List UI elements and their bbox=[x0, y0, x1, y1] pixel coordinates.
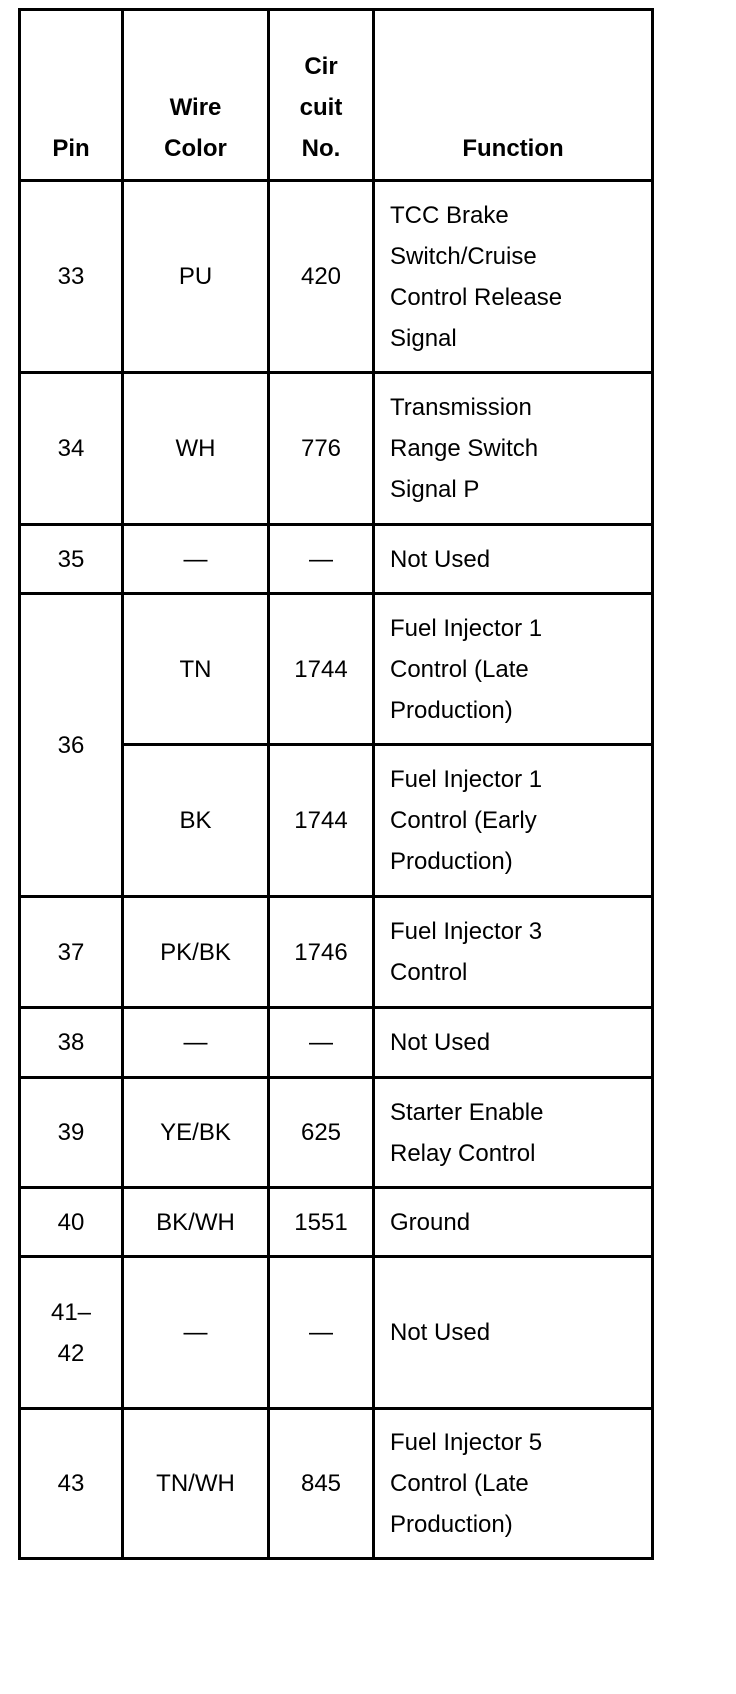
function-cell: Transmission Range Switch Signal P bbox=[374, 373, 653, 525]
function-cell: Fuel Injector 5 Control (Late Production) bbox=[374, 1409, 653, 1559]
circuit-cell: — bbox=[269, 1008, 374, 1078]
pin-cell: 36 bbox=[20, 594, 123, 897]
function-cell: Not Used bbox=[374, 1257, 653, 1409]
table-row bbox=[20, 1008, 653, 1078]
wire-color-cell: TN bbox=[123, 594, 269, 745]
circuit-cell: 420 bbox=[269, 181, 374, 373]
circuit-cell: — bbox=[269, 525, 374, 594]
circuit-cell: — bbox=[269, 1257, 374, 1409]
table-row bbox=[20, 897, 653, 1008]
function-cell: TCC Brake Switch/Cruise Control Release Signal bbox=[374, 181, 653, 373]
wire-color-cell: — bbox=[123, 525, 269, 594]
function-cell: Ground bbox=[374, 1188, 653, 1257]
circuit-cell: 1551 bbox=[269, 1188, 374, 1257]
function-cell: Fuel Injector 1 Control (Late Production) bbox=[374, 594, 653, 745]
pin-cell: 41– 42 bbox=[20, 1257, 123, 1409]
wire-color-cell: TN/WH bbox=[123, 1409, 269, 1559]
table-row bbox=[20, 1409, 653, 1559]
table-row bbox=[20, 1188, 653, 1257]
table-row bbox=[20, 1078, 653, 1188]
circuit-cell: 625 bbox=[269, 1078, 374, 1188]
pinout-table bbox=[18, 8, 654, 1560]
header-wire-color: Wire Color bbox=[123, 10, 269, 181]
function-cell: Starter Enable Relay Control bbox=[374, 1078, 653, 1188]
pin-cell: 35 bbox=[20, 525, 123, 594]
pin-cell: 34 bbox=[20, 373, 123, 525]
circuit-cell: 776 bbox=[269, 373, 374, 525]
function-cell: Fuel Injector 1 Control (Early Production) bbox=[374, 745, 653, 897]
wire-color-cell: — bbox=[123, 1257, 269, 1409]
function-cell: Not Used bbox=[374, 1008, 653, 1078]
pin-cell: 38 bbox=[20, 1008, 123, 1078]
pin-cell: 43 bbox=[20, 1409, 123, 1559]
pin-cell: 39 bbox=[20, 1078, 123, 1188]
pin-cell: 40 bbox=[20, 1188, 123, 1257]
pin-cell: 37 bbox=[20, 897, 123, 1008]
header-function: Function bbox=[374, 10, 653, 181]
table-row bbox=[20, 1257, 653, 1409]
wire-color-cell: WH bbox=[123, 373, 269, 525]
header-pin: Pin bbox=[20, 10, 123, 181]
pin-cell: 33 bbox=[20, 181, 123, 373]
table-row bbox=[20, 373, 653, 525]
header-circuit-no: Cir cuit No. bbox=[269, 10, 374, 181]
circuit-cell: 1746 bbox=[269, 897, 374, 1008]
circuit-cell: 1744 bbox=[269, 594, 374, 745]
table-row bbox=[20, 594, 653, 745]
wire-color-cell: PK/BK bbox=[123, 897, 269, 1008]
circuit-cell: 845 bbox=[269, 1409, 374, 1559]
wire-color-cell: — bbox=[123, 1008, 269, 1078]
wire-color-cell: PU bbox=[123, 181, 269, 373]
header-row bbox=[20, 10, 653, 181]
table-row bbox=[20, 525, 653, 594]
circuit-cell: 1744 bbox=[269, 745, 374, 897]
function-cell: Not Used bbox=[374, 525, 653, 594]
function-cell: Fuel Injector 3 Control bbox=[374, 897, 653, 1008]
wire-color-cell: YE/BK bbox=[123, 1078, 269, 1188]
table-row bbox=[20, 181, 653, 373]
wire-color-cell: BK/WH bbox=[123, 1188, 269, 1257]
wire-color-cell: BK bbox=[123, 745, 269, 897]
